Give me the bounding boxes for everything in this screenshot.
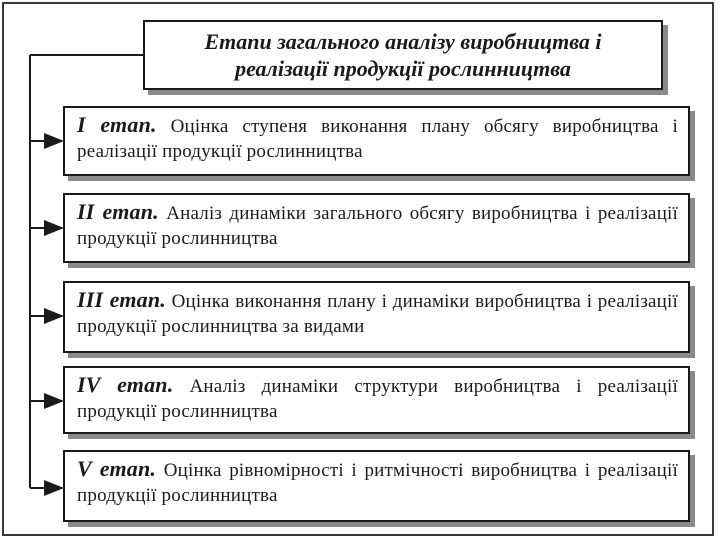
stage-1-box (63, 106, 690, 176)
stage-1-label: I етап. (77, 112, 157, 137)
stage-3-text (77, 287, 678, 339)
stage-2-description: Аналіз динаміки загального обсягу виробництва і реалізації продукції рослинництва (77, 203, 679, 249)
title-line-1: Етапи загального аналізу виробництва і (204, 29, 602, 54)
stage-4-text (77, 372, 678, 424)
title-line-2: реалізації продукції рослинництва (235, 56, 571, 81)
stage-1-text (77, 112, 678, 164)
stage-2-label: II етап. (77, 199, 159, 224)
stage-4-box (63, 366, 690, 434)
stage-1-description: Оцінка ступеня виконання плану обсягу виробництва і реалізації продукції рослинництва (77, 116, 678, 162)
stage-2-box (63, 193, 690, 263)
stage-2-text (77, 199, 678, 251)
stage-3-box (63, 281, 690, 353)
stage-5-box (63, 450, 690, 522)
stage-4-description: Аналіз динаміки структури виробництва і реалізації продукції рослинництва (77, 376, 678, 422)
stage-5-text (77, 456, 678, 508)
stage-5-label: V етап. (77, 456, 157, 481)
stage-3-label: III етап. (77, 287, 166, 312)
stage-4-label: IV етап. (77, 372, 174, 397)
stage-3-description: Оцінка виконання плану і динаміки виробництва і реалізації продукції рослинництва за видами (77, 291, 678, 337)
diagram-title-box (143, 20, 663, 90)
stage-5-description: Оцінка рівномірності і ритмічності виробництва і реалізації продукції рослинництва (77, 460, 679, 506)
